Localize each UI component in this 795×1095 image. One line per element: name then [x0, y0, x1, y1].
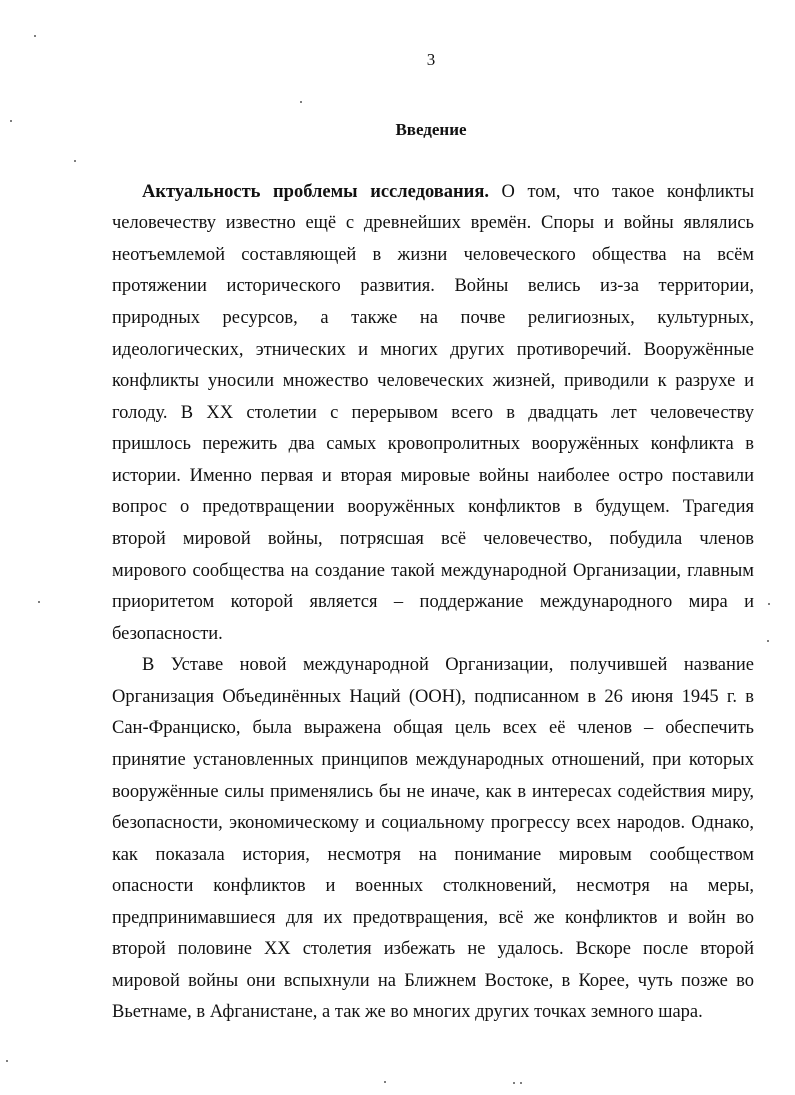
section-heading: Введение	[395, 120, 467, 139]
paragraph-1-line: неотъемлемой составляющей в жизни человеческого общества на всём	[112, 245, 754, 265]
paragraph-2-line: вооружённые силы применялись бы не иначе, как в интересах содействия миру,	[112, 782, 754, 802]
paragraph-1-line: приоритетом которой является – поддержание международного мира и	[112, 592, 754, 612]
paragraph-1-line	[142, 181, 754, 203]
paragraph-2-line: опасности конфликтов и военных столкновений, несмотря на меры,	[112, 876, 754, 896]
scan-speck	[34, 35, 36, 37]
line-text: О том, что такое конфликты	[488, 182, 755, 202]
paragraph-1-line: конфликты уносили множество человеческих жизней, приводили к разрухе и	[112, 371, 754, 391]
paragraph-1-line: пришлось пережить два самых кровопролитных вооружённых конфликта в	[112, 434, 754, 454]
paragraph-2-line: второй половине XX столетия избежать не удалось. Вскоре после второй	[112, 939, 754, 959]
paragraph-2-line: принятие установленных принципов международных отношений, при которых	[112, 750, 754, 770]
paragraph-1-line: идеологических, этнических и многих других противоречий. Вооружённые	[112, 340, 754, 360]
paragraph-1-line: вопрос о предотвращении вооружённых конфликтов в будущем. Трагедия	[112, 497, 754, 517]
paragraph-1-line: человечеству известно ещё с древнейших времён. Споры и войны являлись	[112, 213, 754, 233]
paragraph-1-line: истории. Именно первая и вторая мировые войны наиболее остро поставили	[112, 466, 754, 486]
scan-speck	[6, 1060, 8, 1062]
paragraph-1-line: второй мировой войны, потрясшая всё человечество, побудила членов	[112, 529, 754, 549]
paragraph-1-line: протяжении исторического развития. Войны велись из-за территории,	[112, 276, 754, 296]
paragraph-2-line: Сан-Франциско, была выражена общая цель всех её членов – обеспечить	[112, 718, 754, 738]
scan-speck	[10, 120, 12, 122]
scan-speck	[513, 1082, 515, 1084]
paragraph-1-line: мирового сообщества на создание такой международной Организации, главным	[112, 561, 754, 581]
paragraph-2-line: мировой войны они вспыхнули на Ближнем Востоке, в Корее, чуть позже во	[112, 971, 754, 991]
lead-phrase: Актуальность проблемы исследования.	[142, 182, 489, 202]
paragraph-1-line: голоду. В XX столетии с перерывом всего в двадцать лет человечеству	[112, 403, 754, 423]
page-number: 3	[426, 50, 436, 69]
scan-speck	[384, 1081, 386, 1083]
scan-speck	[300, 101, 302, 103]
paragraph-1-line: безопасности.	[112, 624, 223, 644]
scan-speck	[767, 640, 769, 642]
scan-speck	[520, 1082, 522, 1084]
scan-speck	[38, 601, 40, 603]
paragraph-2-line: Вьетнаме, в Афганистане, а так же во многих других точках земного шара.	[112, 1002, 703, 1022]
paragraph-2-line: Организация Объединённых Наций (ООН), подписанном в 26 июня 1945 г. в	[112, 687, 754, 707]
paragraph-2-line: В Уставе новой международной Организации, получившей название	[142, 655, 754, 675]
paragraph-2-line: безопасности, экономическому и социальному прогрессу всех народов. Однако,	[112, 813, 754, 833]
paragraph-2-line: как показала история, несмотря на понимание мировым сообществом	[112, 845, 754, 865]
paragraph-1-line: природных ресурсов, а также на почве религиозных, культурных,	[112, 308, 754, 328]
paragraph-2-line: предпринимавшиеся для их предотвращения, всё же конфликтов и войн во	[112, 908, 754, 928]
scan-speck	[74, 160, 76, 162]
scan-speck	[768, 603, 770, 605]
